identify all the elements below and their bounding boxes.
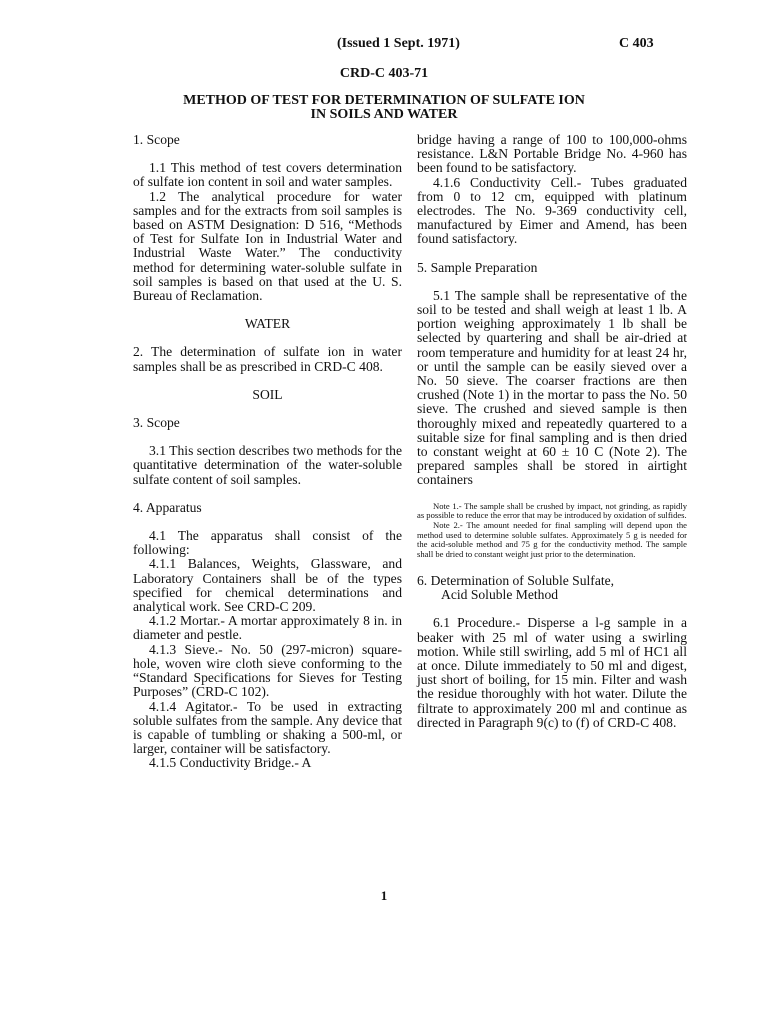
- paragraph-4-1-1: 4.1.1 Balances, Weights, Glassware, and Laboratory Containers shall be of the types specified for chemical determinations and analytical work. See CRD-C 209.: [133, 556, 402, 615]
- document-title-line-1: METHOD OF TEST FOR DETERMINATION OF SULFATE ION: [183, 93, 585, 108]
- note-2: Note 2.- The amount needed for final sampling will depend upon the method used to determine soluble sulfates. Approximately 5 g is needed for the acid-soluble method and 75 g for the conductivity method. The sample shall be dried to constant weight just prior to the determination.: [417, 520, 687, 560]
- paragraph-4-1: 4.1 The apparatus shall consist of the following:: [133, 528, 402, 558]
- paragraph-4-1-5: 4.1.5 Conductivity Bridge.- A: [149, 755, 312, 771]
- section-5-heading: 5. Sample Preparation: [417, 259, 538, 275]
- paragraph-4-1-2: 4.1.2 Mortar.- A mortar approximately 8 in. in diameter and pestle.: [133, 613, 402, 643]
- section-4-heading: 4. Apparatus: [133, 499, 202, 515]
- document-title-line-2: IN SOILS AND WATER: [310, 107, 458, 122]
- document-designation: CRD-C 403-71: [339, 66, 429, 81]
- paragraph-3-1: 3.1 This section describes two methods for the quantitative determination of the water-soluble sulfate content of soil samples.: [133, 443, 402, 487]
- paragraph-2: 2. The determination of sulfate ion in water samples shall be as prescribed in CRD-C 408.: [133, 344, 402, 374]
- section-1-heading: 1. Scope: [133, 132, 180, 147]
- paragraph-4-1-4: 4.1.4 Agitator.- To be used in extracting soluble sulfates from the sample. Any device that is capable of tumbling or shaking a 500-ml, or larger, container will be satisfactory.: [133, 698, 402, 757]
- document-code: C 403: [619, 36, 654, 51]
- paragraph-4-1-3: 4.1.3 Sieve.- No. 50 (297-micron) square-hole, woven wire cloth sieve conforming to the “Standard Specifications for Sieves for Testing Purposes” (CRD-C 102).: [133, 641, 402, 700]
- page-number: 1: [380, 888, 388, 903]
- note-1: Note 1.- The sample shall be crushed by impact, not grinding, as rapidly as possible to reduce the error that may be introduced by oxidation of sulfides.: [417, 500, 687, 521]
- notes-block: [417, 502, 687, 560]
- paragraph-5-1: 5.1 The sample shall be representative of the soil to be tested and shall weigh at least 1 lb. A portion weighing approximately 1 lb shall be selected by quartering and shall be air-dried at room temperature and humidity for at least 24 hr, or until the sample can be easily sieved over a No. 50 sieve. The coarser fractions are then crushed (Note 1) in the mortar to pass the No. 50 sieve. The crushed and sieved sample is then thoroughly mixed and repeatedly quartered to a suitable size for final sampling and is then dried to constant weight at 60 ± 10 C (Note 2). The prepared samples shall be stored in airtight containers: [417, 287, 687, 488]
- section-3-heading: 3. Scope: [133, 415, 180, 431]
- soil-heading: SOIL: [252, 386, 283, 402]
- paragraph-4-1-6: 4.1.6 Conductivity Cell.- Tubes graduated from 0 to 12 cm, equipped with platinum electrodes. The No. 9-369 conductivity cell, manufactured by Eimer and Amend, has been found satisfactory.: [417, 174, 687, 247]
- water-heading: WATER: [244, 316, 291, 332]
- issue-date: (Issued 1 Sept. 1971): [337, 36, 460, 51]
- paragraph-1-2: 1.2 The analytical procedure for water samples and for the extracts from soil samples is based on ASTM Designation: D 516, “Methods of Test for Sulfate Ion in Industrial Water and Industrial Waste Water.” The conductivity method for determining water-soluble sulfate in soil samples is based on that used at the U. S. Bureau of Reclamation.: [133, 188, 402, 304]
- section-6-subheading: Acid Soluble Method: [441, 587, 559, 603]
- paragraph-6-1: 6.1 Procedure.- Disperse a l-g sample in a beaker with 25 ml of water using a swirling motion. While still swirling, add 5 ml of HC1 all at once. Dilute immediately to 50 ml and digest, just short of boiling, for 15 min. Filter and wash the residue thoroughly with hot water. Dilute the filtrate to approximately 200 ml and continue as directed in Paragraph 9(c) to (f) of CRD-C 408.: [417, 615, 687, 730]
- left-column: [133, 133, 402, 771]
- paragraph-1-1: 1.1 This method of test covers determination of sulfate ion content in soil and water samples.: [133, 160, 402, 190]
- paragraph-4-1-5-continued: bridge having a range of 100 to 100,000-ohms resistance. L&N Portable Bridge No. 4-960 has been found to be satisfactory.: [417, 132, 687, 176]
- right-column: [417, 133, 687, 730]
- section-6-heading: 6. Determination of Soluble Sulfate,: [417, 572, 615, 588]
